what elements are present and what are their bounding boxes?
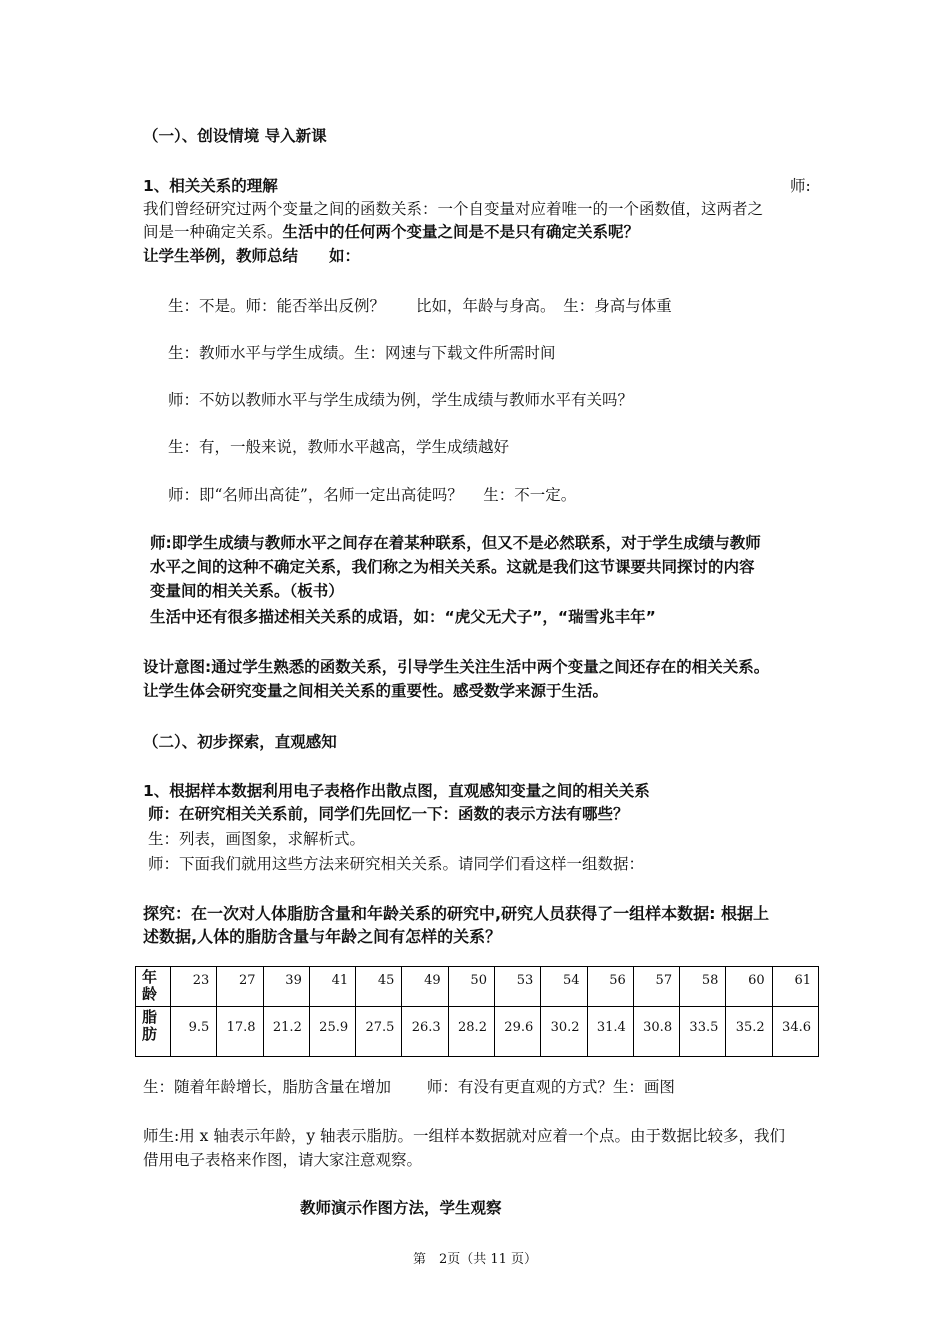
fat-cell: 29.6 — [494, 1007, 540, 1057]
fat-cell: 28.2 — [448, 1007, 494, 1057]
summary-line: 水平之间的这种不确定关系，我们称之为相关关系。这就是我们这节课要共同探讨的内容 — [150, 558, 755, 576]
section2-subheading: 1、根据样本数据利用电子表格作出散点图，直观感知变量之间的相关关系 — [143, 782, 650, 800]
fat-cell: 31.4 — [587, 1007, 633, 1057]
after-line: 师生:用 x 轴表示年龄，y 轴表示脂肪。一组样本数据就对应着一个点。由于数据比较多，我们 — [143, 1127, 786, 1145]
fat-cell: 17.8 — [217, 1007, 263, 1057]
summary-line: 生活中还有很多描述相关关系的成语，如：“虎父无犬子”，“瑞雪兆丰年” — [150, 608, 656, 626]
dialog-line: 师：不妨以教师水平与学生成绩为例，学生成绩与教师水平有关吗？ — [168, 391, 634, 409]
age-cell: 60 — [726, 967, 772, 1007]
answer-line: 生：列表，画图象，求解析式。 — [148, 830, 366, 848]
design-intent-line: 设计意图:通过学生熟悉的函数关系，引导学生关注生活中两个变量之间还存在的相关关系。 — [143, 658, 770, 676]
fat-cell: 21.2 — [263, 1007, 309, 1057]
age-cell: 56 — [587, 967, 633, 1007]
age-cell: 58 — [680, 967, 726, 1007]
fat-cell: 34.6 — [772, 1007, 818, 1057]
dialog-line: 生：不是。师：能否举出反例？ 比如，年龄与身高。 生：身高与体重 — [168, 297, 672, 315]
summary-line: 变量间的相关关系。（板书） — [150, 582, 344, 600]
fat-cell: 25.9 — [309, 1007, 355, 1057]
table-row-fat — [136, 1007, 819, 1057]
row-header-age: 年龄 — [136, 967, 171, 1007]
age-cell: 49 — [402, 967, 448, 1007]
fat-cell: 30.2 — [541, 1007, 587, 1057]
age-cell: 57 — [633, 967, 679, 1007]
after-line: 借用电子表格来作图，请大家注意观察。 — [143, 1151, 423, 1169]
age-cell: 39 — [263, 967, 309, 1007]
page-footer: 第 2页（共 11 页） — [412, 1252, 538, 1267]
section1-heading: （一）、创设情境 导入新课 — [143, 127, 327, 145]
age-cell: 61 — [772, 967, 818, 1007]
question-line: 师：在研究相关关系前，同学们先回忆一下：函数的表示方法有哪些？ — [148, 805, 629, 823]
dialog-line: 生：教师水平与学生成绩。生：网速与下载文件所需时间 — [168, 344, 556, 362]
prompt-line: 让学生举例，教师总结 如： — [143, 247, 361, 265]
age-cell: 53 — [494, 967, 540, 1007]
fat-cell: 27.5 — [356, 1007, 402, 1057]
answer-line: 师：下面我们就用这些方法来研究相关关系。请同学们看这样一组数据： — [148, 855, 645, 873]
explore-line: 探究：在一次对人体脂肪含量和年龄关系的研究中,研究人员获得了一组样本数据: 根据上 — [143, 904, 770, 923]
age-cell: 23 — [171, 967, 217, 1007]
table-row-age — [136, 967, 819, 1007]
para1-line1: 我们曾经研究过两个变量之间的函数关系：一个自变量对应着唯一的一个函数值，这两者之 — [143, 200, 764, 218]
age-cell: 41 — [309, 967, 355, 1007]
dialog-line: 师：即“名师出高徒”，名师一定出高徒吗？ 生：不一定。 — [168, 486, 577, 504]
row-header-fat: 脂肪 — [136, 1007, 171, 1057]
age-fat-table — [135, 966, 819, 1057]
fat-cell: 9.5 — [171, 1007, 217, 1057]
age-cell: 50 — [448, 967, 494, 1007]
teacher-tag: 师: — [790, 177, 811, 195]
dialog-line: 生：有，一般来说，教师水平越高，学生成绩越好 — [168, 438, 510, 456]
fat-cell: 35.2 — [726, 1007, 772, 1057]
demo-caption: 教师演示作图方法，学生观察 — [300, 1199, 502, 1217]
explore-line: 述数据,人体的脂肪含量与年龄之间有怎样的关系？ — [143, 927, 502, 946]
section1-subheading: 1、相关关系的理解 — [143, 177, 278, 195]
design-intent-line: 让学生体会研究变量之间相关关系的重要性。感受数学来源于生活。 — [143, 682, 609, 700]
age-cell: 27 — [217, 967, 263, 1007]
fat-cell: 30.8 — [633, 1007, 679, 1057]
age-cell: 45 — [356, 967, 402, 1007]
summary-line: 师:即学生成绩与教师水平之间存在着某种联系，但又不是必然联系，对于学生成绩与教师 — [150, 534, 761, 552]
para1-line2 — [143, 222, 639, 242]
after-line: 生：随着年龄增长，脂肪含量在增加 师：有没有更直观的方式？生：画图 — [143, 1078, 675, 1096]
section2-heading: （二）、初步探索，直观感知 — [143, 733, 337, 751]
fat-cell: 33.5 — [680, 1007, 726, 1057]
para1-line2-bold: 生活中的任何两个变量之间是不是只有确定关系呢？ — [282, 223, 640, 241]
para1-line2-normal: 间是一种确定关系。 — [143, 223, 283, 241]
age-cell: 54 — [541, 967, 587, 1007]
fat-cell: 26.3 — [402, 1007, 448, 1057]
